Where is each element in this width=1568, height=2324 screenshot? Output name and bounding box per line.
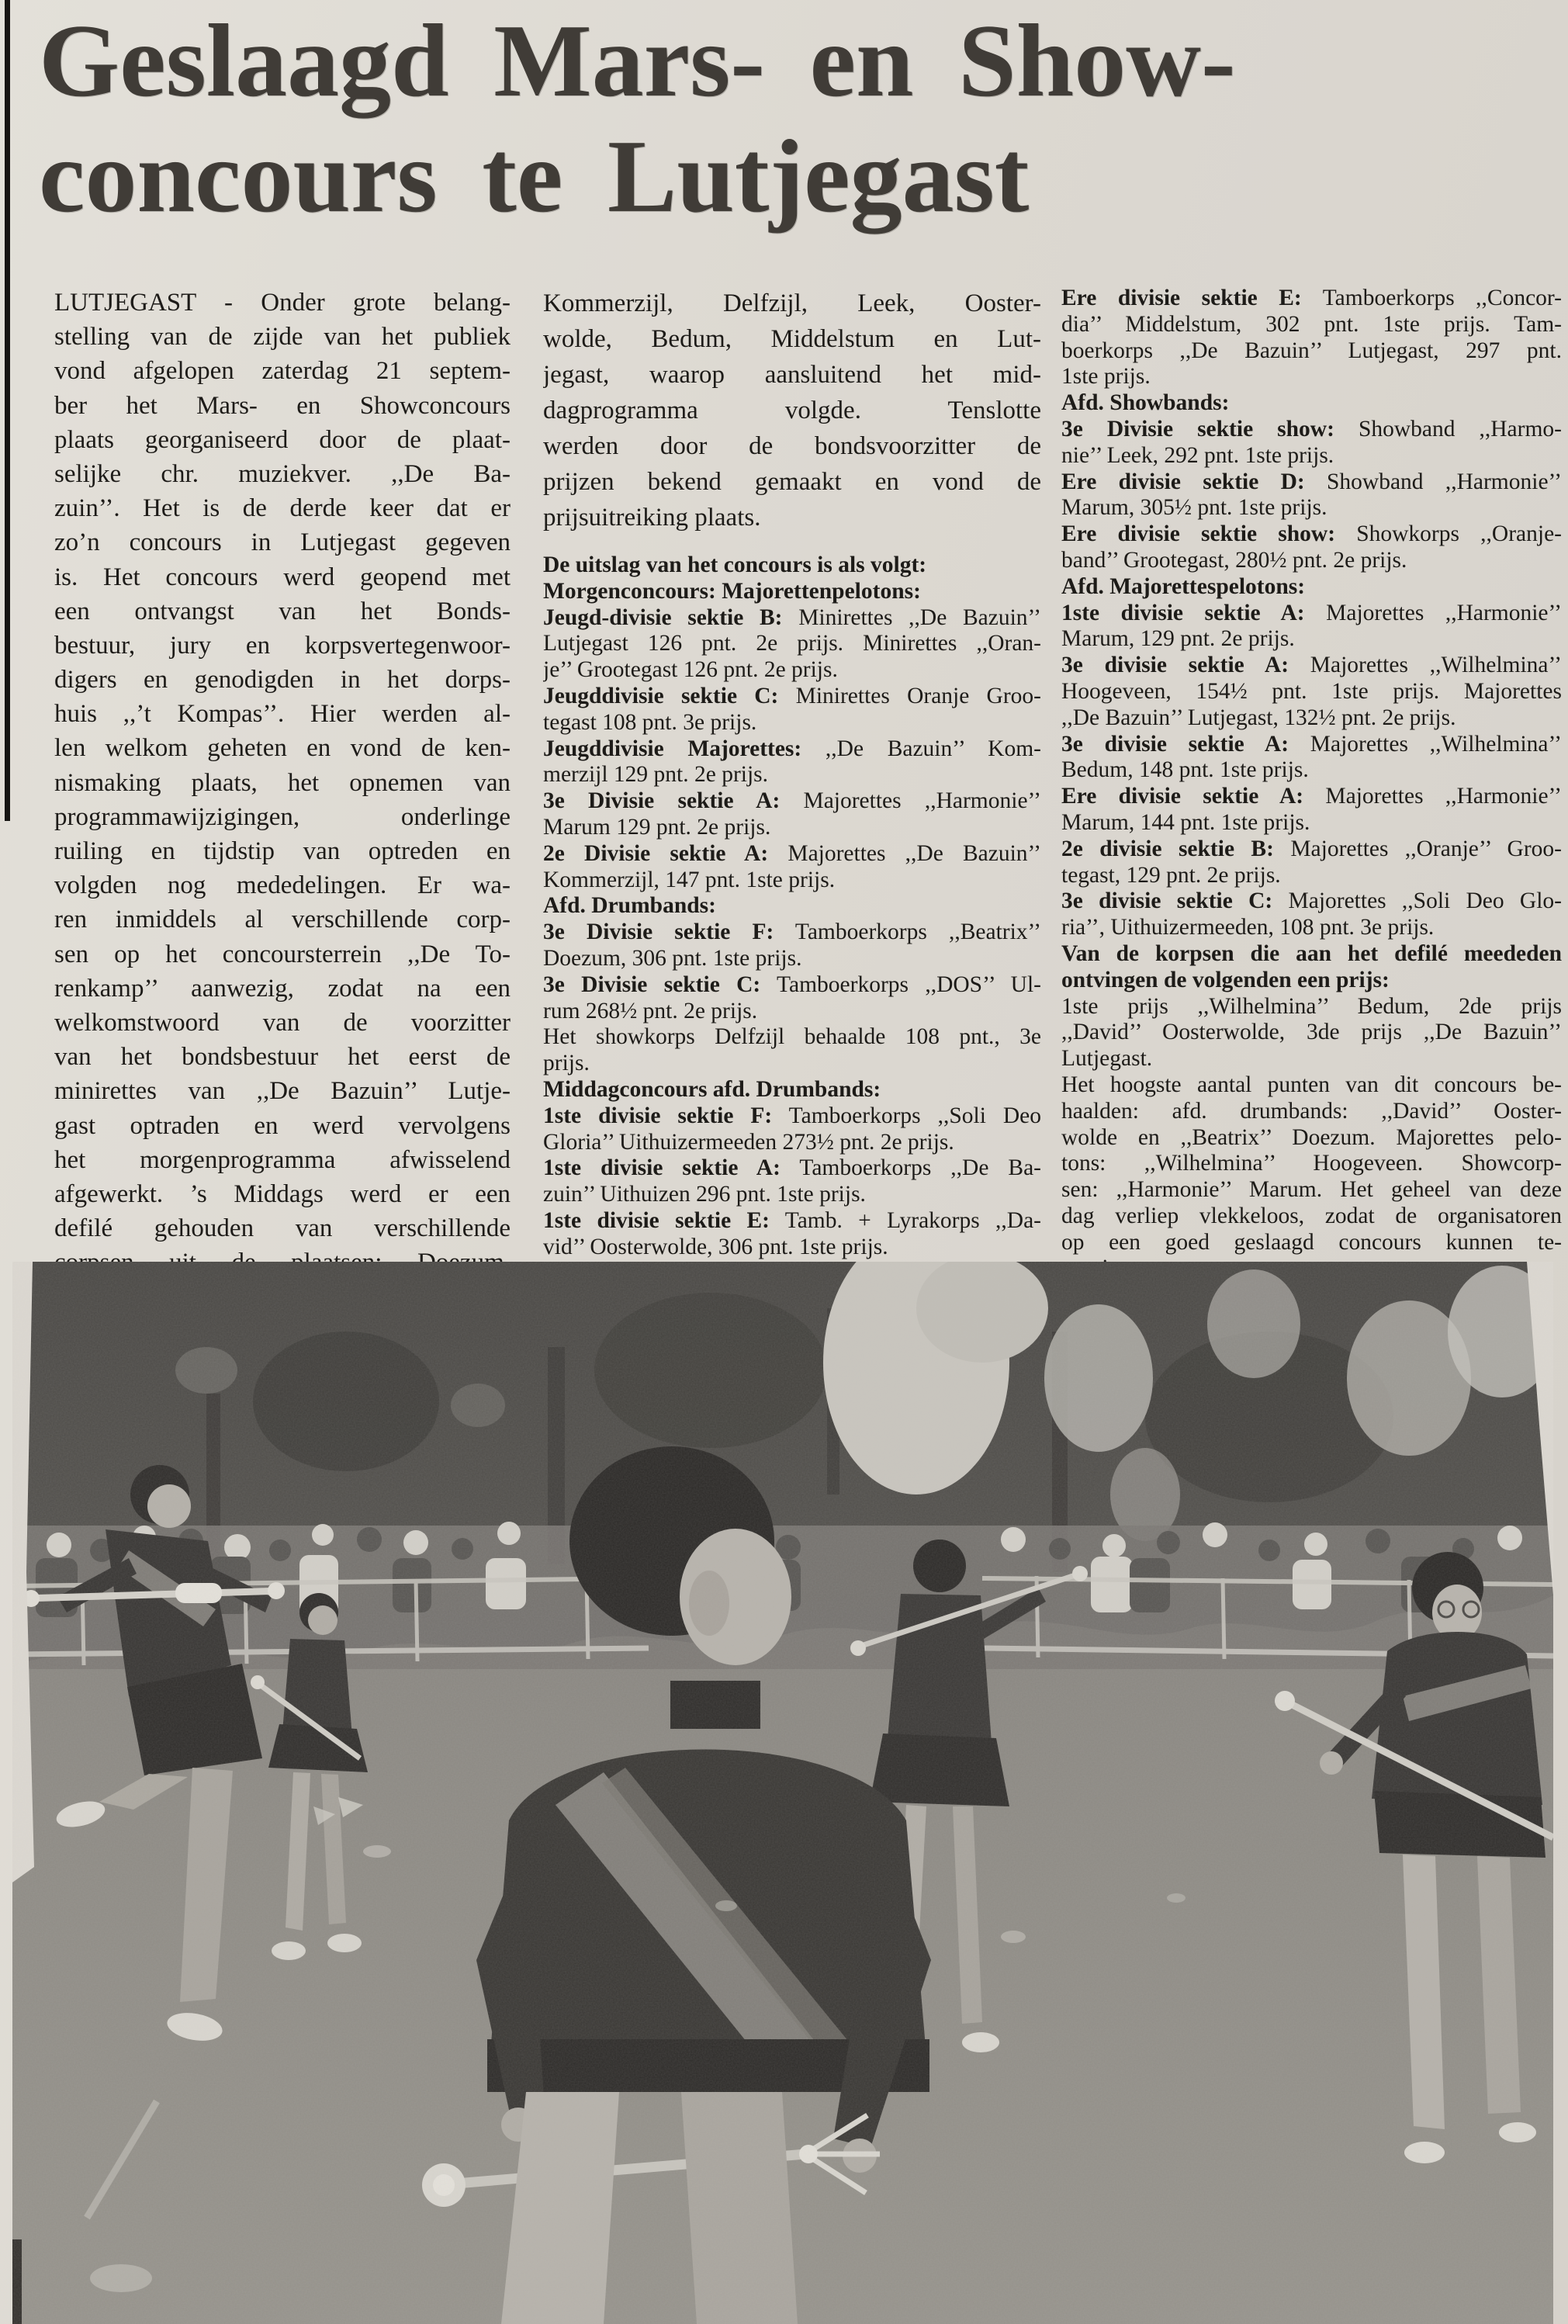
text-line: len welkom geheten en vond de ken- — [54, 734, 511, 763]
result-line: Gloria’’ Uithuizermeeden 273½ pnt. 2e prijs. — [543, 1129, 954, 1155]
result-line: dag verliep vlekkeloos, zodat de organisatoren — [1061, 1203, 1562, 1228]
result-line: Marum, 305½ pnt. 1ste prijs. — [1061, 495, 1327, 521]
text-line: werden door de bondsvoorzitter de — [543, 432, 1041, 460]
result-line: Marum, 129 pnt. 2e prijs. — [1061, 626, 1295, 652]
result-line: Het hoogste aantal punten van dit concours be- — [1061, 1072, 1562, 1097]
result-line: Afd. Drumbands: — [543, 893, 716, 919]
article-column-3 — [1061, 286, 1562, 1282]
result-line: Ere divisie sektie A: Majorettes ,,Harmonie’’ — [1061, 784, 1562, 809]
text-line: afgewerkt. ’s Middags werd er een — [54, 1179, 511, 1208]
result-line: 2e divisie sektie B: Majorettes ,,Oranje’’ Groo- — [1061, 836, 1562, 861]
text-line: wolde, Bedum, Middelstum en Lut- — [543, 325, 1041, 353]
result-line: tegast, 129 pnt. 2e prijs. — [1061, 862, 1281, 888]
text-line: prijsuitreiking plaats. — [543, 504, 761, 532]
headline-line-2: concours te Lutjegast — [39, 119, 1030, 234]
text-line: zo’n concours in Lutjegast gegeven — [54, 528, 511, 557]
results-list-right — [1061, 286, 1562, 1282]
result-line: Lutjegast 126 pnt. 2e prijs. Minirettes ,,Oran- — [543, 631, 1041, 656]
text-line: dagprogramma volgde. Tenslotte — [543, 397, 1041, 424]
result-line: zuin’’ Uithuizen 296 pnt. 1ste prijs. — [543, 1182, 866, 1207]
article-column-1 — [54, 286, 511, 1280]
text-line: vond afgelopen zaterdag 21 septem- — [54, 357, 511, 386]
headline — [39, 3, 1536, 234]
article-column-2 — [543, 286, 1041, 1261]
text-line: digers en genodigden in het dorps- — [54, 666, 511, 694]
result-line: sen: ,,Harmonie’’ Marum. Het geheel van deze — [1061, 1177, 1562, 1203]
result-line: op een goed geslaagd concours kunnen te- — [1061, 1229, 1562, 1255]
result-line: Marum, 144 pnt. 1ste prijs. — [1061, 809, 1310, 835]
result-line: Ere divisie sektie E: Tamboerkorps ,,Concor- — [1061, 286, 1562, 310]
result-line: 1ste prijs ,,Wilhelmina’’ Bedum, 2de prijs — [1061, 993, 1562, 1019]
result-line: merzijl 129 pnt. 2e prijs. — [543, 762, 769, 788]
result-line: Bedum, 148 pnt. 1ste prijs. — [1061, 757, 1309, 783]
result-line: ria’’, Uithuizermeeden, 108 pnt. 3e prijs. — [1061, 915, 1435, 940]
result-line: dia’’ Middelstum, 302 pnt. 1ste prijs. Tam- — [1061, 311, 1562, 337]
result-line: nie’’ Leek, 292 pnt. 1ste prijs. — [1061, 442, 1334, 468]
text-line: ren inmiddels al verschillende corp- — [54, 906, 511, 934]
result-line: vid’’ Oosterwolde, 306 pnt. 1ste prijs. — [543, 1234, 888, 1259]
result-line: wolde en ,,Beatrix’’ Doezum. Majorettes pelo- — [1061, 1124, 1562, 1150]
result-line: Jeugd-divisie sektie B: Minirettes ,,De Bazuin’’ — [543, 604, 1041, 630]
result-line: ,,David’’ Oosterwolde, 3de prijs ,,De Bazuin’’ — [1061, 1020, 1562, 1045]
result-line: je’’ Grootegast 126 pnt. 2e prijs. — [543, 657, 838, 683]
result-line: Van de korpsen die aan het defilé meededen — [1061, 940, 1562, 966]
text-line: het morgenprogramma afwisselend — [54, 1145, 511, 1174]
text-line: volgden nog mededelingen. Er wa- — [54, 871, 511, 900]
result-line: 1ste divisie sektie E: Tamb. + Lyrakorps ,,Da- — [543, 1207, 1041, 1233]
text-line: Kommerzijl, Delfzijl, Leek, Ooster- — [543, 289, 1041, 317]
result-line: ontvingen de volgenden een prijs: — [1061, 967, 1390, 992]
result-line: 3e Divisie sektie A: Majorettes ,,Harmonie’’ — [543, 788, 1041, 814]
result-line: Ere divisie sektie show: Showkorps ,,Oranje- — [1061, 521, 1562, 547]
text-line: ruiling en tijdstip van optreden en — [54, 837, 511, 865]
result-line: Jeugddivisie Majorettes: ,,De Bazuin’’ Kom- — [543, 736, 1041, 761]
text-line: van het bondsbestuur het eerst de — [54, 1043, 511, 1072]
text-line: renkamp’’ aanwezig, zodat na een — [54, 974, 511, 1003]
result-line: prijs. — [543, 1051, 590, 1076]
result-line: tons: ,,Wilhelmina’’ Hoogeveen. Showcorp- — [1061, 1151, 1562, 1176]
result-line: 1ste divisie sektie F: Tamboerkorps ,,Soli Deo — [543, 1103, 1041, 1128]
text-line: is. Het concours werd geopend met — [54, 563, 511, 591]
text-line: gast optraden en werd vervolgens — [54, 1111, 511, 1140]
text-line: huis ,,’t Kompas’’. Hier werden al- — [54, 700, 511, 729]
result-line: rum 268½ pnt. 2e prijs. — [543, 998, 758, 1023]
text-line: plaats georganiseerd door de plaat- — [54, 425, 511, 454]
result-line: 3e Divisie sektie show: Showband ,,Harmo- — [1061, 416, 1562, 442]
text-line: prijzen bekend gemaakt en vond de — [543, 468, 1041, 496]
text-line: defilé gehouden van verschillende — [54, 1214, 511, 1243]
text-line: een ontvangst van het Bonds- — [54, 597, 511, 625]
result-line: 1ste prijs. — [1061, 364, 1151, 390]
result-line: Kommerzijl, 147 pnt. 1ste prijs. — [543, 867, 836, 892]
news-photo — [12, 1262, 1553, 2324]
result-line: Jeugddivisie sektie C: Minirettes Oranje Groo- — [543, 683, 1041, 708]
result-line: 1ste divisie sektie A: Majorettes ,,Harmonie’’ — [1061, 600, 1562, 625]
result-line: Het showkorps Delfzijl behaalde 108 pnt., 3e — [543, 1024, 1041, 1050]
result-line: Middagconcours afd. Drumbands: — [543, 1076, 881, 1102]
result-line: Doezum, 306 pnt. 1ste prijs. — [543, 945, 802, 971]
intro-paragraph — [543, 286, 1041, 535]
result-line: haalden: afd. drumbands: ,,David’’ Ooster- — [1061, 1098, 1562, 1124]
text-line: bestuur, jury en korpsvertegenwoor- — [54, 631, 511, 660]
result-line: De uitslag van het concours is als volgt: — [543, 552, 927, 577]
result-line: Marum 129 pnt. 2e prijs. — [543, 814, 771, 840]
result-line: 3e Divisie sektie F: Tamboerkorps ,,Beatrix’’ — [543, 920, 1041, 945]
result-line: boerkorps ,,De Bazuin’’ Lutjegast, 297 pnt. — [1061, 338, 1562, 363]
result-line: Hoogeveen, 154½ pnt. 1ste prijs. Majorettes — [1061, 678, 1562, 704]
result-line: band’’ Grootegast, 280½ pnt. 2e prijs. — [1061, 547, 1407, 573]
text-line: programmawijzigingen, onderlinge — [54, 802, 511, 831]
text-line: jegast, waarop aansluitend het mid- — [543, 361, 1041, 389]
film-grain — [12, 1262, 1553, 2324]
results-list-middle — [543, 552, 1041, 1261]
result-line: 3e divisie sektie A: Majorettes ,,Wilhelmina’’ — [1061, 653, 1562, 678]
column-rule-left — [5, 0, 10, 821]
text-line: ber het Mars- en Showconcours — [54, 391, 511, 420]
text-line: welkomstwoord van de voorzitter — [54, 1008, 511, 1037]
result-line: Lutjegast. — [1061, 1046, 1153, 1072]
result-line: 3e divisie sektie A: Majorettes ,,Wilhelmina’’ — [1061, 731, 1562, 757]
text-line: zuin’’. Het is de derde keer dat er — [54, 494, 511, 523]
result-line: tegast 108 pnt. 3e prijs. — [543, 709, 757, 735]
text-line: stelling van de zijde van het publiek — [54, 323, 511, 352]
headline-line-1: Geslaagd Mars- en Show- — [39, 3, 1236, 118]
result-line: 3e Divisie sektie C: Tamboerkorps ,,DOS’’ Ul- — [543, 972, 1041, 997]
result-line: ,,De Bazuin’’ Lutjegast, 132½ pnt. 2e prijs. — [1061, 705, 1456, 730]
text-line: minirettes van ,,De Bazuin’’ Lutje- — [54, 1077, 511, 1106]
text-line: selijke chr. muziekver. ,,De Ba- — [54, 459, 511, 488]
result-line: 2e Divisie sektie A: Majorettes ,,De Bazuin’’ — [543, 840, 1041, 866]
result-line: Morgenconcours: Majorettenpelotons: — [543, 578, 921, 604]
result-line: 1ste divisie sektie A: Tamboerkorps ,,De Ba- — [543, 1155, 1041, 1181]
result-line: Afd. Showbands: — [1061, 390, 1230, 416]
result-line: Ere divisie sektie D: Showband ,,Harmonie’’ — [1061, 469, 1562, 494]
result-line: Afd. Majorettespelotons: — [1061, 573, 1306, 599]
result-line: 3e divisie sektie C: Majorettes ,,Soli Deo Glo- — [1061, 888, 1562, 914]
text-line: LUTJEGAST - Onder grote belang- — [54, 289, 511, 317]
text-line: sen op het concoursterrein ,,De To- — [54, 940, 511, 968]
text-line: nismaking plaats, het opnemen van — [54, 768, 511, 797]
